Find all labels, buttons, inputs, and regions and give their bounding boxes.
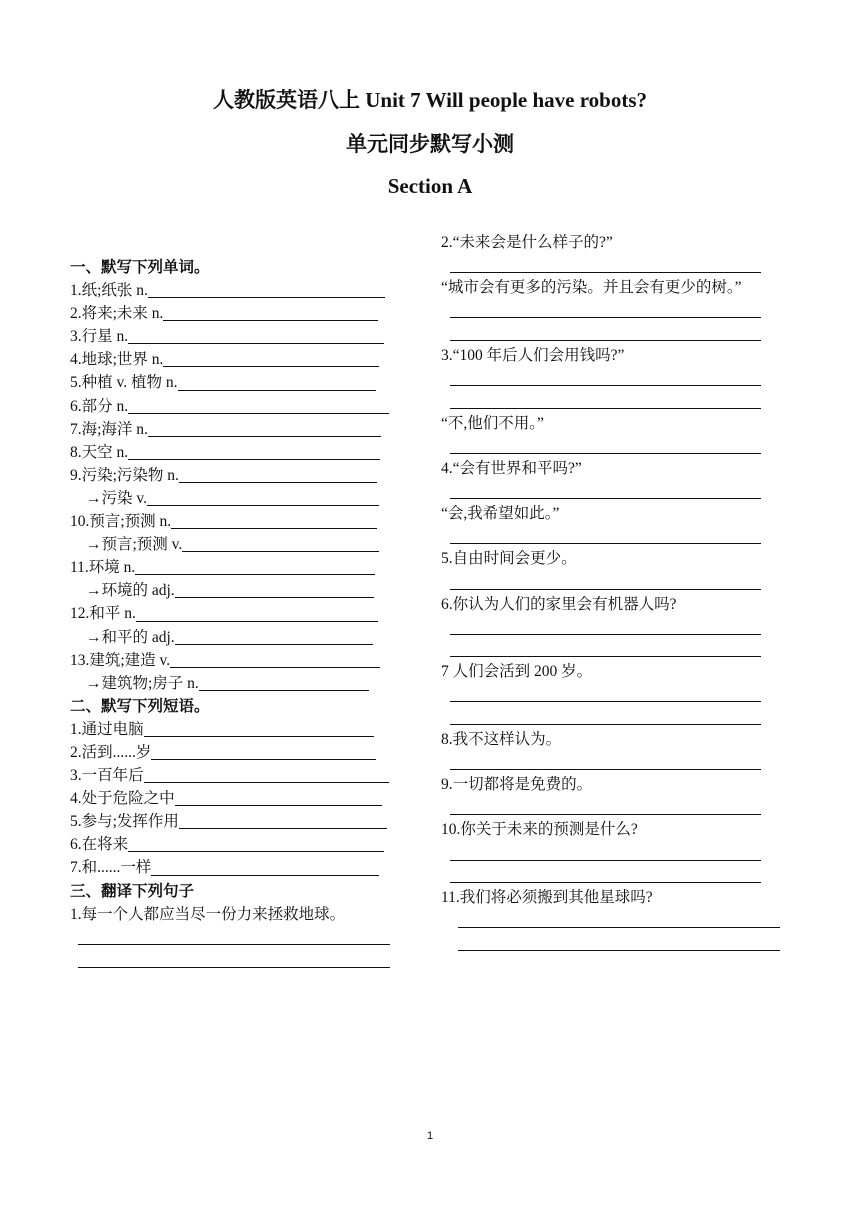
answer-line	[441, 300, 786, 323]
answer-blank[interactable]	[144, 766, 389, 783]
answer-blank[interactable]	[450, 685, 761, 702]
answer-blank[interactable]	[163, 304, 378, 321]
question: 10.你关于未来的预测是什么?	[441, 821, 638, 839]
answer-line	[441, 752, 786, 775]
question: 3.“100 年后人们会用钱吗?”	[441, 346, 625, 364]
question: 11.我们将必须搬到其他星球吗?	[441, 889, 653, 907]
vocab-item: 11.环境 n.	[70, 556, 410, 579]
vocab-item: 8.天空 n.	[70, 441, 410, 464]
vocab-item: →环境的 adj.	[70, 579, 410, 602]
answer-blank[interactable]	[178, 374, 376, 391]
question: “不,他们不用。”	[441, 414, 544, 432]
vocab-heading: 一、默写下列单词。	[70, 259, 210, 276]
question: 5.自由时间会更少。	[441, 550, 577, 568]
answer-blank[interactable]	[450, 324, 761, 341]
left-column	[70, 256, 410, 972]
answer-blank[interactable]	[450, 844, 761, 861]
answer-blank[interactable]	[450, 527, 761, 544]
answer-blank[interactable]	[175, 628, 373, 645]
answer-blank[interactable]	[450, 437, 761, 454]
vocab-item: 6.部分 n.	[70, 395, 410, 418]
answer-line	[441, 842, 786, 865]
vocab-item: →建筑物;房子 n.	[70, 672, 410, 695]
answer-blank[interactable]	[78, 928, 390, 945]
answer-blank[interactable]	[135, 558, 375, 575]
document-subtitle: 单元同步默写小测	[346, 132, 514, 156]
answer-blank[interactable]	[182, 535, 379, 552]
answer-blank[interactable]	[450, 618, 761, 635]
sentence-heading: 三、翻译下列句子	[70, 882, 195, 900]
answer-blank[interactable]	[450, 392, 761, 409]
vocab-item: →预言;预测 v.	[70, 533, 410, 556]
answer-blank[interactable]	[175, 581, 374, 598]
answer-line	[441, 481, 786, 504]
answer-blank[interactable]	[151, 743, 376, 760]
answer-blank[interactable]	[78, 951, 390, 968]
sentence-item: 1.每一个人都应当尽一份力来拯救地球。	[70, 905, 346, 923]
question: 9.一切都将是免费的。	[441, 776, 593, 794]
section-title: Section A	[387, 174, 473, 198]
vocab-item: 12.和平 n.	[70, 602, 410, 625]
answer-line	[441, 435, 786, 458]
answer-blank[interactable]	[128, 397, 389, 414]
answer-blank[interactable]	[136, 605, 378, 622]
answer-line	[441, 932, 786, 955]
answer-line	[441, 368, 786, 391]
answer-blank[interactable]	[450, 573, 761, 590]
vocab-item: 3.行星 n.	[70, 325, 410, 348]
answer-blank[interactable]	[450, 866, 761, 883]
phrase-item: 3.一百年后	[70, 764, 410, 787]
phrase-heading: 二、默写下列短语。	[70, 697, 210, 715]
question: 8.我不这样认为。	[441, 731, 562, 749]
answer-line	[441, 865, 786, 888]
answer-line	[441, 255, 786, 278]
vocab-item: 5.种植 v. 植物 n.	[70, 371, 410, 394]
answer-line	[441, 684, 786, 707]
phrase-item: 2.活到......岁	[70, 741, 410, 764]
answer-blank[interactable]	[148, 420, 381, 437]
answer-blank[interactable]	[450, 301, 761, 318]
question: 6.你认为人们的家里会有机器人吗?	[441, 595, 677, 613]
answer-blank[interactable]	[147, 489, 379, 506]
answer-blank[interactable]	[128, 327, 384, 344]
answer-line	[441, 910, 786, 933]
answer-line	[70, 926, 410, 949]
vocab-item: 4.地球;世界 n.	[70, 348, 410, 371]
answer-line	[441, 390, 786, 413]
question: 7 人们会活到 200 岁。	[441, 663, 593, 681]
vocab-item: 1.纸;纸张 n.	[70, 279, 410, 302]
answer-line	[441, 639, 786, 662]
answer-blank[interactable]	[450, 369, 761, 386]
document-title: 人教版英语八上 Unit 7 Will people have robots?	[212, 88, 648, 112]
answer-blank[interactable]	[199, 674, 369, 691]
right-column	[441, 232, 786, 955]
answer-blank[interactable]	[163, 350, 379, 367]
answer-line	[441, 526, 786, 549]
answer-blank[interactable]	[148, 281, 385, 298]
vocab-item: 9.污染;污染物 n.	[70, 464, 410, 487]
phrase-item: 6.在将来	[70, 833, 410, 856]
vocab-item: 13.建筑;建造 v.	[70, 649, 410, 672]
answer-line	[441, 706, 786, 729]
answer-line	[441, 571, 786, 594]
answer-blank[interactable]	[179, 466, 377, 483]
answer-blank[interactable]	[458, 934, 780, 951]
phrase-item: 1.通过电脑	[70, 718, 410, 741]
vocab-item: 2.将来;未来 n.	[70, 302, 410, 325]
answer-blank[interactable]	[458, 911, 780, 928]
answer-blank[interactable]	[450, 640, 761, 657]
answer-blank[interactable]	[128, 835, 384, 852]
vocab-item: →和平的 adj.	[70, 626, 410, 649]
page-number: 1	[426, 1130, 434, 1142]
answer-blank[interactable]	[179, 812, 387, 829]
question: 2.“未来会是什么样子的?”	[441, 234, 613, 251]
answer-blank[interactable]	[450, 482, 761, 499]
phrase-item: 7.和......一样	[70, 856, 410, 879]
answer-line	[441, 797, 786, 820]
answer-blank[interactable]	[144, 720, 374, 737]
question: “会,我希望如此。”	[441, 505, 560, 523]
answer-line	[70, 949, 410, 972]
answer-blank[interactable]	[175, 789, 382, 806]
question: “城市会有更多的污染。并且会有更少的树。”	[441, 279, 742, 297]
answer-blank[interactable]	[170, 651, 380, 668]
vocab-item: 10.预言;预测 n.	[70, 510, 410, 533]
answer-blank[interactable]	[171, 512, 377, 529]
vocab-item: 7.海;海洋 n.	[70, 418, 410, 441]
answer-blank[interactable]	[450, 708, 761, 725]
answer-blank[interactable]	[450, 798, 761, 815]
answer-blank[interactable]	[128, 443, 380, 460]
answer-blank[interactable]	[450, 256, 761, 273]
vocab-item: →污染 v.	[70, 487, 410, 510]
answer-blank[interactable]	[450, 753, 761, 770]
question: 4.“会有世界和平吗?”	[441, 459, 582, 477]
answer-blank[interactable]	[151, 859, 379, 876]
phrase-item: 4.处于危险之中	[70, 787, 410, 810]
phrase-item: 5.参与;发挥作用	[70, 810, 410, 833]
answer-line	[441, 616, 786, 639]
answer-line	[441, 322, 786, 345]
